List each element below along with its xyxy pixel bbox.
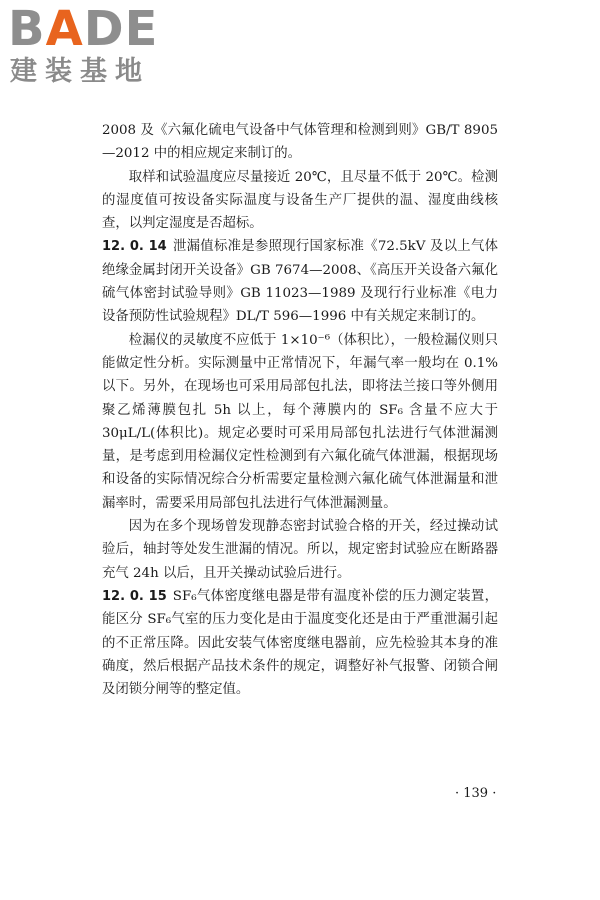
logo-letters-de: DE — [83, 1, 159, 57]
page-number: · 139 · — [455, 786, 497, 801]
logo-wordmark — [8, 1, 159, 57]
logo-letter-a-accent: A — [45, 1, 84, 57]
paragraph-text: SF₆气体密度继电器是带有温度补偿的压力测定装置，能区分 SF₆气室的压力变化是由于温度变化还是由于严重泄漏引起的不正常压降。因此安装气体密度继电器前，应先检验其本身的准确度，然后根据产品技术条件的规定，调整好补气报警、闭锁合闸及闭锁分闸等的整定值。 — [102, 588, 498, 698]
logo-subtitle: 建装基地 — [10, 56, 150, 87]
paragraph-continuation — [102, 119, 498, 166]
paragraph-text: 因为在多个现场曾发现静态密封试验合格的开关，经过操动试验后，轴封等处发生泄漏的情况。所以，规定密封试验应在断路器充气 24h 以后，且开关操动试验后进行。 — [102, 519, 498, 581]
paragraph-seal-test — [102, 515, 498, 585]
paragraph-sampling-temperature — [102, 166, 498, 236]
clause-number: 12. 0. 14 — [102, 239, 167, 255]
paragraph-text: 泄漏值标准是参照现行国家标准《72.5kV 及以上气体绝缘金属封闭开关设备》GB 7674—2008、《高压开关设备六氟化硫气体密封试验导则》GB 11023—1989 及现行行业标准《电力设备预防性试验规程》DL/T 596—1996 中有关规定来制订的。 — [102, 239, 499, 325]
clause-12-0-14 — [102, 235, 498, 328]
clause-12-0-15 — [102, 585, 498, 701]
paragraph-text: 取样和试验温度应尽量接近 20℃，且尽量不低于 20℃。检测的湿度值可按设备实际温度与设备生产厂提供的温、湿度曲线核查，以判定湿度是否超标。 — [102, 169, 498, 232]
paragraph-text: 2008 及《六氟化硫电气设备中气体管理和检测到则》GB/T 8905—2012 中的相应规定来制订的。 — [102, 123, 498, 162]
brand-logo — [8, 1, 178, 92]
clause-number: 12. 0. 15 — [102, 588, 167, 604]
paragraph-text: 检漏仪的灵敏度不应低于 1×10⁻⁶（体积比），一般检漏仪则只能做定性分析。实际测量中正常情况下，年漏气率一般均在 0.1%以下。另外，在现场也可采用局部包扎法，即将法兰接口等外侧用聚乙烯薄膜包扎 5h 以上，每个薄膜内的 SF₆ 含量不应大于 30μL/L(体积比)。规定必要时可采用局部包扎法进行气体泄漏测量，是考虑到用检漏仪定性检测到有六氟化硫气体泄漏，根据现场和设备的实际情况综合分析需要定量检测六氟化硫气体泄漏量和泄漏率时，需要采用局部包扎法进行气体泄漏测量。 — [102, 332, 498, 511]
document-body — [102, 119, 498, 701]
paragraph-leak-detector — [102, 329, 498, 515]
logo-letter-b: B — [8, 1, 46, 57]
